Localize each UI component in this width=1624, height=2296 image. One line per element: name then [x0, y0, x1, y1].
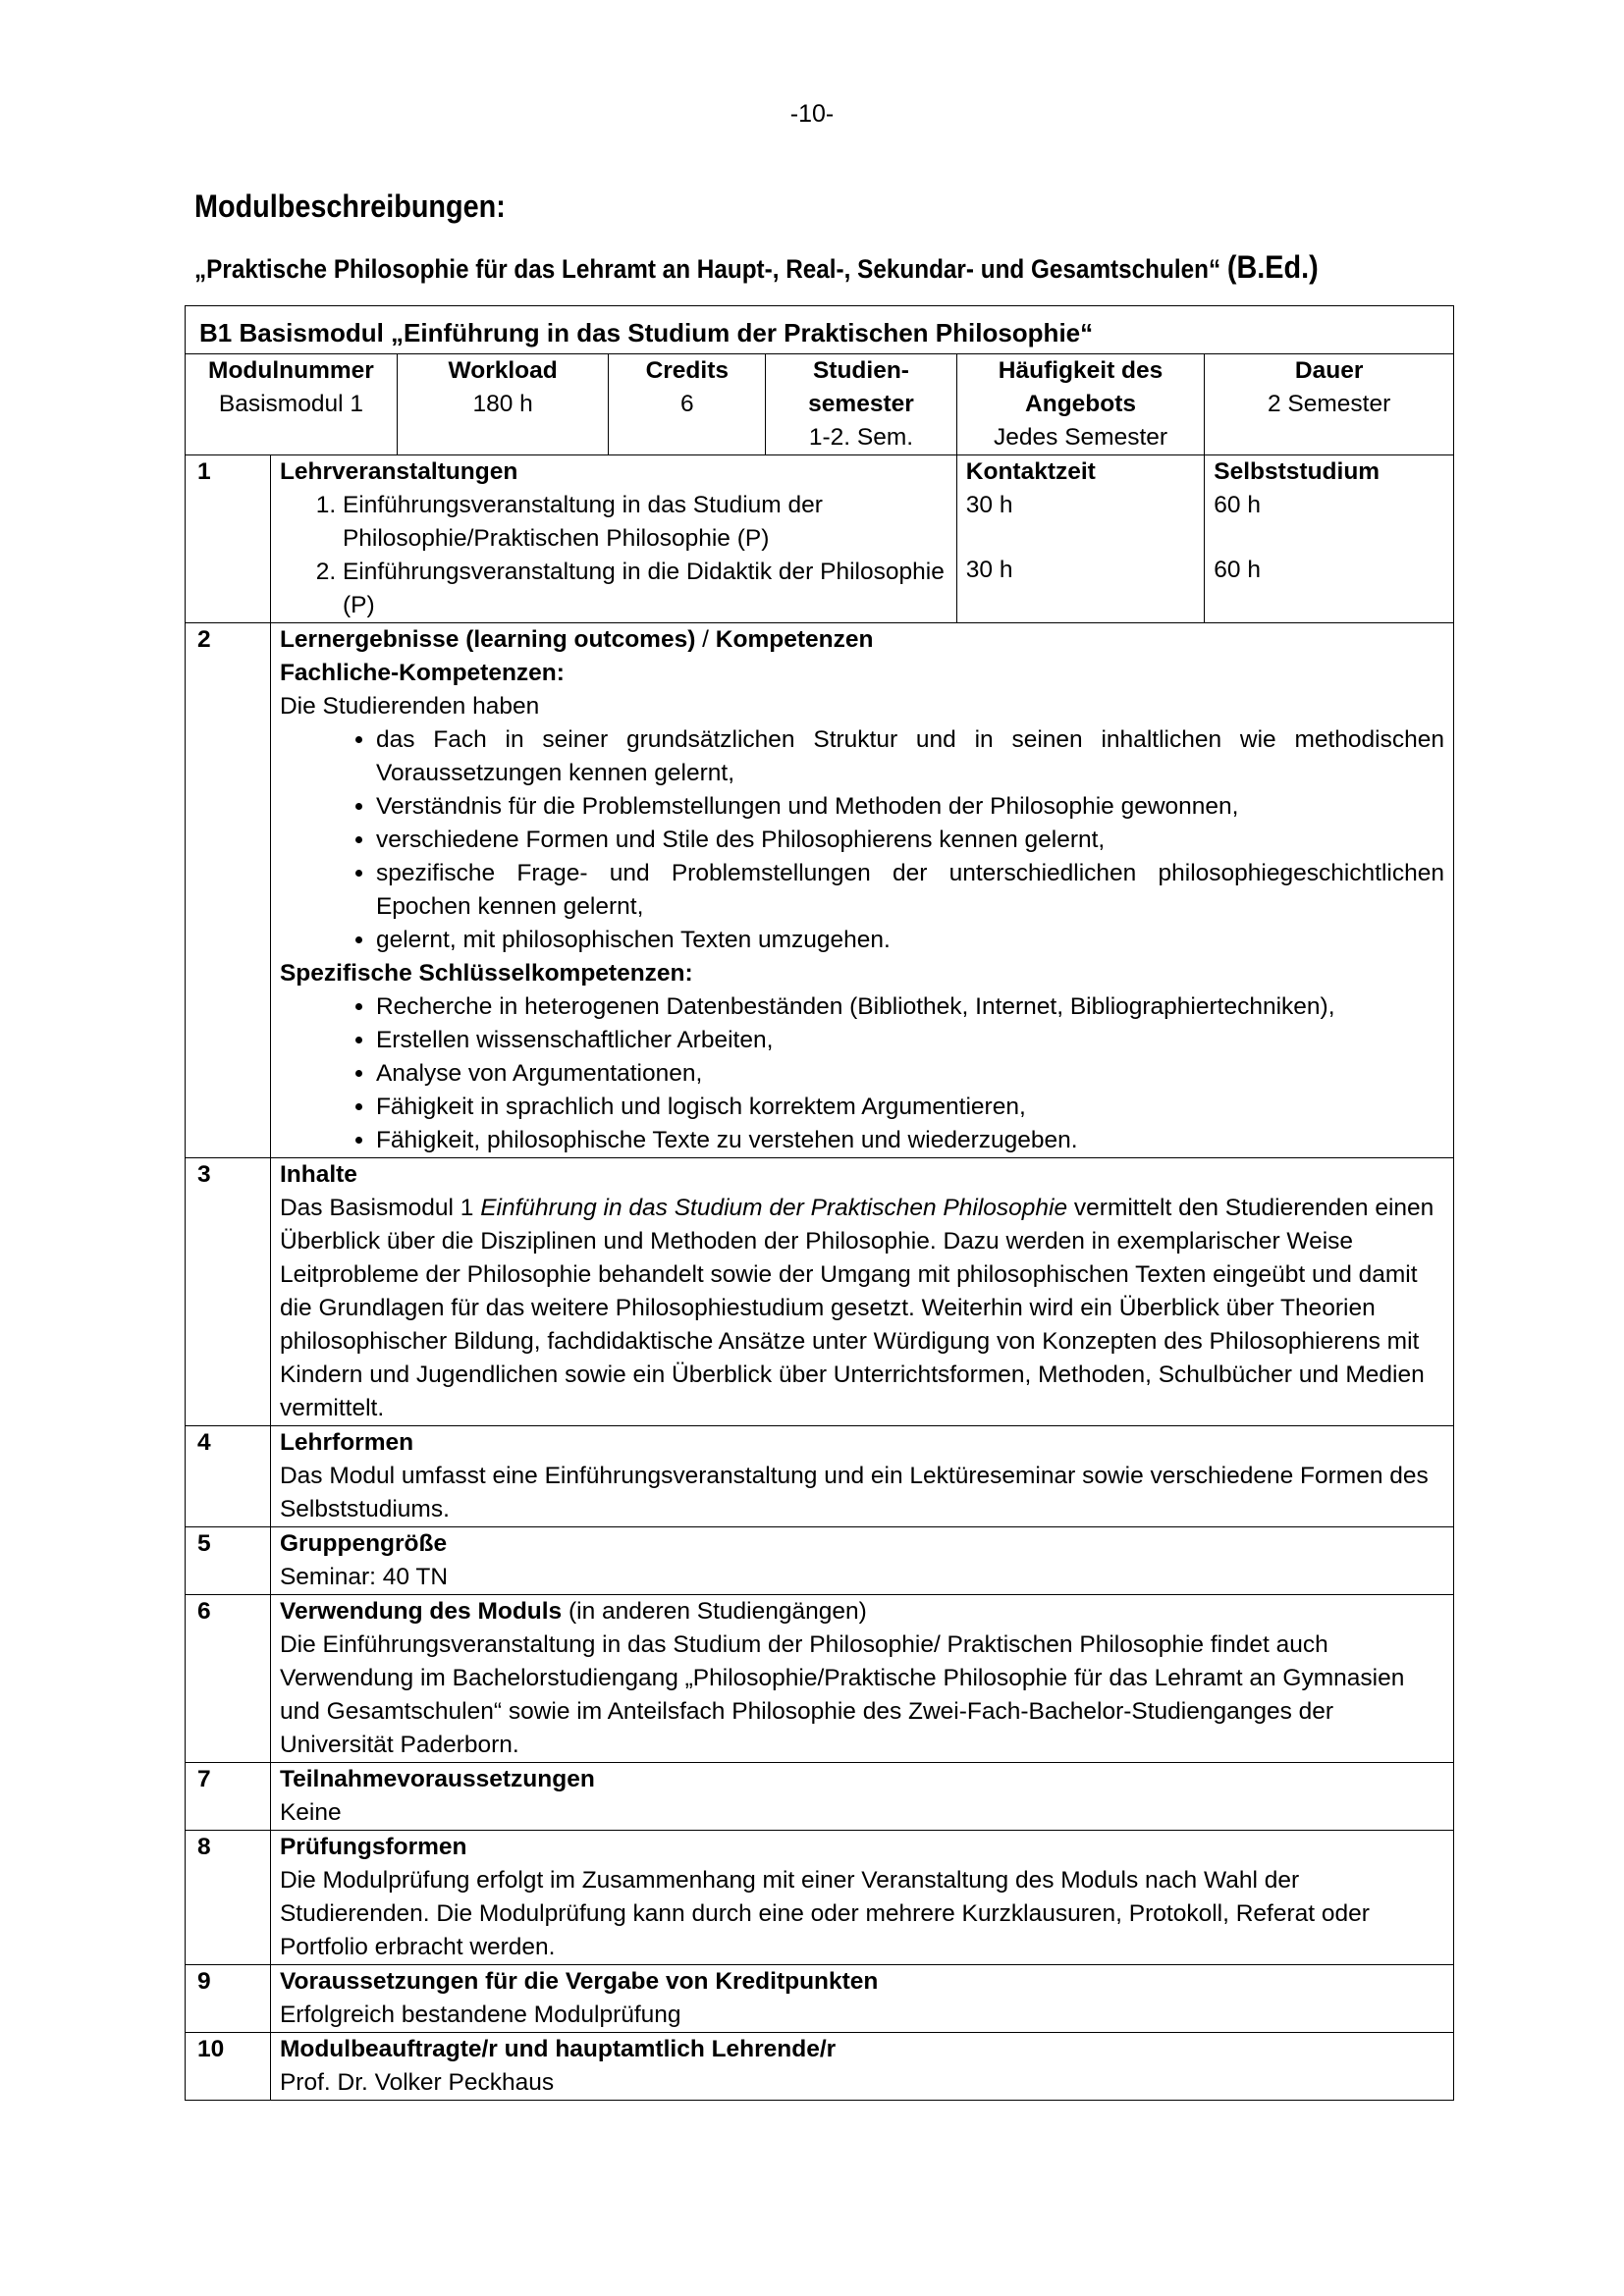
page-title: Modulbeschreibungen:: [194, 188, 506, 224]
section-number: 7: [186, 1763, 271, 1831]
semester-label-1: Studien-: [812, 357, 909, 384]
gruppengroesse-text: Seminar: 40 TN: [279, 1564, 449, 1590]
section-row-7: [186, 1763, 1454, 1831]
inhalte-text-post: vermittelt den Studierenden einen Überblick über die Disziplinen und Methoden der Philosophie. Dazu werden in exemplarischer Weise Leitprobleme der Philosophie behandelt sowie der Umgang mit philosophischen Texten eingeübt und damit die Grundlagen für das weitere Philosophiestudium gesetzt. Weiterhin wird ein Überblick über Theorien philosophischer Bildung, fachdidaktische Ansätze unter Würdigung von Konzepten des Philosophierens mit Kindern und Jugendlichen sowie ein Überblick über Unterrichtsformen, Methoden, Schulbücher und Medien vermittelt.: [279, 1195, 1435, 1421]
inhalte-text: [280, 1192, 1444, 1425]
section-row-3: [186, 1158, 1454, 1426]
beauftragte-text: Prof. Dr. Volker Peckhaus: [279, 2069, 555, 2096]
gruppengroesse-title: Gruppengröße: [279, 1530, 448, 1557]
kreditpunkte-title: Voraussetzungen für die Vergabe von Kreditpunkten: [279, 1968, 879, 1995]
lehrformen-cell: [270, 1426, 1453, 1527]
section-row-5: [186, 1527, 1454, 1595]
dauer-value: 2 Semester: [1268, 391, 1391, 417]
lehrveranstaltungen-cell: [270, 455, 956, 623]
kreditpunkte-text: Erfolgreich bestandene Modulprüfung: [279, 2002, 681, 2028]
section-row-6: [186, 1595, 1454, 1763]
credits-label: Credits: [645, 357, 729, 384]
lehrveranstaltungen-title: Lehrveranstaltungen: [279, 458, 518, 485]
semester-cell: [766, 354, 957, 455]
haeufigkeit-value: Jedes Semester: [994, 424, 1168, 451]
inhalte-text-italic: Einführung in das Studium der Praktischen Philosophie: [480, 1195, 1068, 1221]
verwendung-cell: [270, 1595, 1453, 1763]
haeufigkeit-cell: [956, 354, 1204, 455]
beauftragte-title: Modulbeauftragte/r und hauptamtlich Lehrende/r: [279, 2036, 837, 2062]
lernergebnisse-title: [280, 623, 1444, 657]
workload-value: 180 h: [472, 391, 533, 417]
section-number: 4: [186, 1426, 271, 1527]
section-row-10: [186, 2033, 1454, 2101]
section-row-4: [186, 1426, 1454, 1527]
section-number: 9: [186, 1965, 271, 2033]
beauftragte-cell: [270, 2033, 1453, 2101]
list-item: • gelernt, mit philosophischen Texten umzugehen.: [376, 924, 1444, 957]
semester-value: 1-2. Sem.: [808, 424, 914, 451]
pruefung-title: Prüfungsformen: [279, 1834, 467, 1860]
pruefung-cell: [270, 1831, 1453, 1965]
fach-kompetenzen-intro: Die Studierenden haben: [279, 693, 540, 720]
lehrformen-title: Lehrformen: [279, 1429, 414, 1456]
lehrveranstaltungen-list: [280, 489, 947, 622]
gruppengroesse-cell: [270, 1527, 1453, 1595]
teilnahme-cell: [270, 1763, 1453, 1831]
page-number: -10-: [789, 100, 835, 128]
kontaktzeit-value-1: 30 h: [965, 492, 1013, 518]
verwendung-title-bold: Verwendung des Moduls: [279, 1598, 563, 1625]
kreditpunkte-cell: [270, 1965, 1453, 2033]
lernergebnisse-title-sep: /: [695, 626, 716, 653]
list-item: • Analyse von Argumentationen,: [376, 1057, 1444, 1091]
selbststudium-cell: [1205, 455, 1454, 623]
section-row-1: [186, 455, 1454, 623]
selbststudium-value-1: 60 h: [1214, 492, 1261, 518]
module-header-row: [186, 354, 1454, 455]
fach-kompetenzen-list: [280, 723, 1444, 957]
credits-cell: [609, 354, 766, 455]
lernergebnisse-title-bold-2: Kompetenzen: [715, 626, 874, 653]
page-subtitle: [194, 249, 1319, 286]
section-number: 10: [186, 2033, 271, 2101]
verwendung-title-rest: (in anderen Studiengängen): [562, 1598, 867, 1625]
section-number: 5: [186, 1527, 271, 1595]
modulnummer-value: Basismodul 1: [218, 391, 363, 417]
list-item: • Recherche in heterogenen Datenbeständen (Bibliothek, Internet, Bibliographiertechniken),: [376, 990, 1444, 1024]
list-item: • Fähigkeit, philosophische Texte zu verstehen und wiederzugeben.: [376, 1124, 1444, 1157]
haeufigkeit-label-2: Angebots: [1025, 391, 1137, 417]
section-row-2: [186, 623, 1454, 1158]
list-item: • Verständnis für die Problemstellungen und Methoden der Philosophie gewonnen,: [376, 790, 1444, 824]
inhalte-cell: [270, 1158, 1453, 1426]
haeufigkeit-label-1: Häufigkeit des: [998, 357, 1164, 384]
inhalte-text-pre: Das Basismodul 1: [279, 1195, 481, 1221]
semester-label-2: semester: [808, 391, 914, 417]
workload-cell: [397, 354, 609, 455]
section-number: 2: [186, 623, 271, 1158]
schluessel-kompetenzen-title: Spezifische Schlüsselkompetenzen:: [279, 960, 693, 987]
section-row-9: [186, 1965, 1454, 2033]
section-number: 8: [186, 1831, 271, 1965]
section-row-8: [186, 1831, 1454, 1965]
list-item: • Fähigkeit in sprachlich und logisch korrektem Argumentieren,: [376, 1091, 1444, 1124]
selbststudium-value-2: 60 h: [1214, 557, 1261, 583]
dauer-cell: [1205, 354, 1454, 455]
lehrformen-text: Das Modul umfasst eine Einführungsveranstaltung und ein Lektüreseminar sowie verschiedene Formen des Selbststudiums.: [279, 1463, 1429, 1522]
fach-kompetenzen-title: Fachliche-Kompetenzen:: [279, 660, 565, 686]
section-number: 6: [186, 1595, 271, 1763]
credits-value: 6: [679, 391, 694, 417]
selbststudium-label: Selbststudium: [1214, 458, 1380, 485]
module-title-row: [186, 306, 1454, 354]
workload-label: Workload: [448, 357, 558, 384]
verwendung-text: Die Einführungsveranstaltung in das Studium der Philosophie/ Praktischen Philosophie findet auch Verwendung im Bachelorstudiengang „Philosophie/Praktische Philosophie für das Lehramt an Gymnasien und Gesamtschulen“ sowie im Anteilsfach Philosophie des Zwei-Fach-Bachelor-Studienganges der Universität Paderborn.: [279, 1631, 1405, 1758]
module-table: [185, 305, 1454, 2101]
schluessel-kompetenzen-list: [280, 990, 1444, 1157]
modulnummer-label: Modulnummer: [208, 357, 374, 384]
teilnahme-title: Teilnahmevoraussetzungen: [279, 1766, 595, 1792]
subtitle-main: „Praktische Philosophie für das Lehramt an Haupt-, Real-, Sekundar- und Gesamtschulen“: [194, 254, 1221, 284]
section-number: 3: [186, 1158, 271, 1426]
kontaktzeit-value-2: 30 h: [965, 557, 1013, 583]
list-item: • verschiedene Formen und Stile des Philosophierens kennen gelernt,: [376, 824, 1444, 857]
kontaktzeit-label: Kontaktzeit: [965, 458, 1096, 485]
teilnahme-text: Keine: [279, 1799, 342, 1826]
inhalte-title: Inhalte: [279, 1161, 357, 1188]
module-title: B1 Basismodul „Einführung in das Studium der Praktischen Philosophie“: [186, 306, 1454, 354]
dauer-label: Dauer: [1294, 357, 1364, 384]
section-number: 1: [186, 455, 271, 623]
modulnummer-cell: [186, 354, 398, 455]
lernergebnisse-cell: [270, 623, 1453, 1158]
kontaktzeit-cell: [956, 455, 1204, 623]
verwendung-title: [280, 1595, 1444, 1629]
lernergebnisse-title-bold: Lernergebnisse (learning outcomes): [279, 626, 696, 653]
list-item: • das Fach in seiner grundsätzlichen Struktur und in seinen inhaltlichen wie methodischen Voraussetzungen kennen gelernt,: [376, 723, 1444, 790]
list-item: • Erstellen wissenschaftlicher Arbeiten,: [376, 1024, 1444, 1057]
subtitle-degree: (B.Ed.): [1226, 249, 1319, 285]
list-item: 1. Einführungsveranstaltung in das Studium der Philosophie/Praktischen Philosophie (P): [343, 489, 947, 556]
pruefung-text: Die Modulprüfung erfolgt im Zusammenhang mit einer Veranstaltung des Moduls nach Wahl der Studierenden. Die Modulprüfung kann durch eine oder mehrere Kurzklausuren, Protokoll, Referat oder Portfolio erbracht werden.: [279, 1867, 1370, 1960]
list-item: 2. Einführungsveranstaltung in die Didaktik der Philosophie (P): [343, 556, 947, 622]
list-item: • spezifische Frage- und Problemstellungen der unterschiedlichen philosophiegeschichtlichen Epochen kennen gelernt,: [376, 857, 1444, 924]
